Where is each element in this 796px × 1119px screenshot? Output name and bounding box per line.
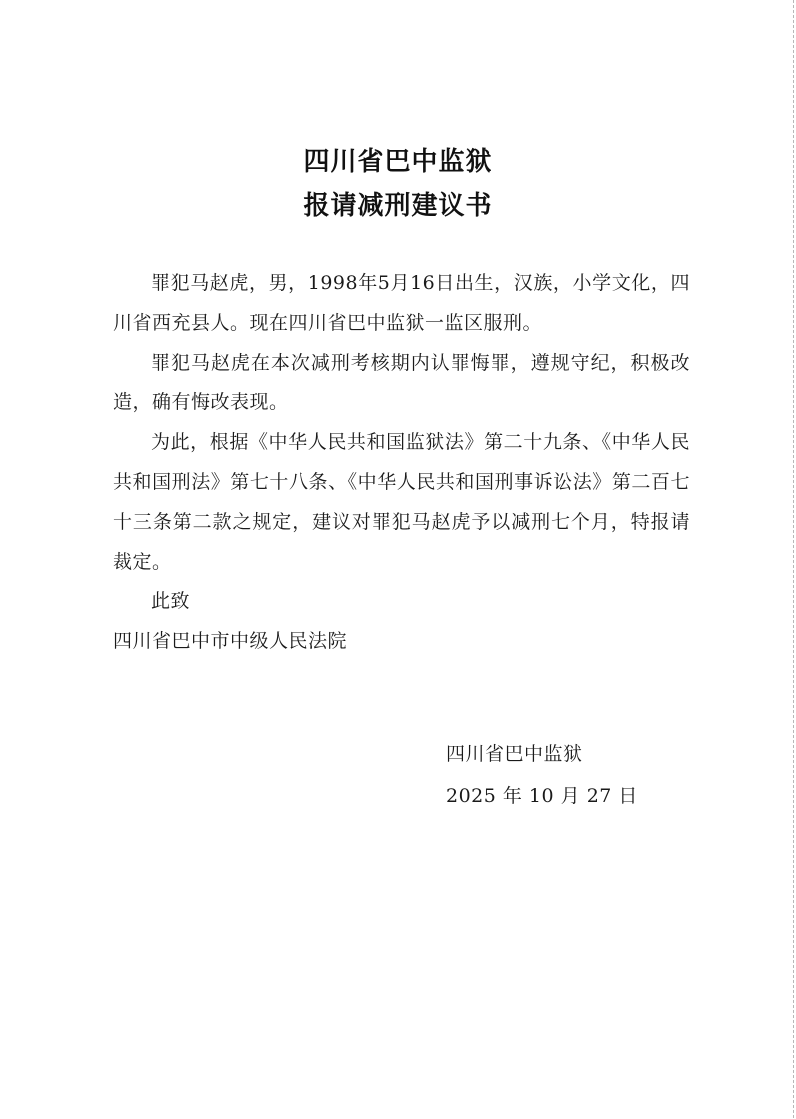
signature-organization: 四川省巴中监狱 (446, 743, 583, 765)
document-title-line2: 报请减刑建议书 (303, 191, 493, 221)
paragraph-conduct: 罪犯马赵虎在本次减刑考核期内认罪悔罪，遵规守纪，积极改造，确有悔改表现。 (113, 351, 690, 414)
document-title-line1: 四川省巴中监狱 (303, 147, 493, 177)
addressee: 四川省巴中市中级人民法院 (113, 630, 348, 653)
signature-block (446, 733, 638, 817)
salutation: 此致 (151, 590, 191, 613)
document-body (113, 264, 690, 662)
paragraph-recommendation: 为此，根据《中华人民共和国监狱法》第二十九条、《中华人民共和国刑法》第七十八条、《中华人民共和国刑事诉讼法》第二百七十三条第二款之规定，建议对罪犯马赵虎予以减刑七个月，特报请裁定。 (113, 431, 690, 573)
signature-date: 2025 年 10 月 27 日 (446, 785, 638, 807)
paragraph-identity: 罪犯马赵虎，男，1998年5月16日出生，汉族，小学文化，四川省西充县人。现在四川省巴中监狱一监区服刑。 (113, 272, 690, 334)
title-block (0, 140, 796, 228)
